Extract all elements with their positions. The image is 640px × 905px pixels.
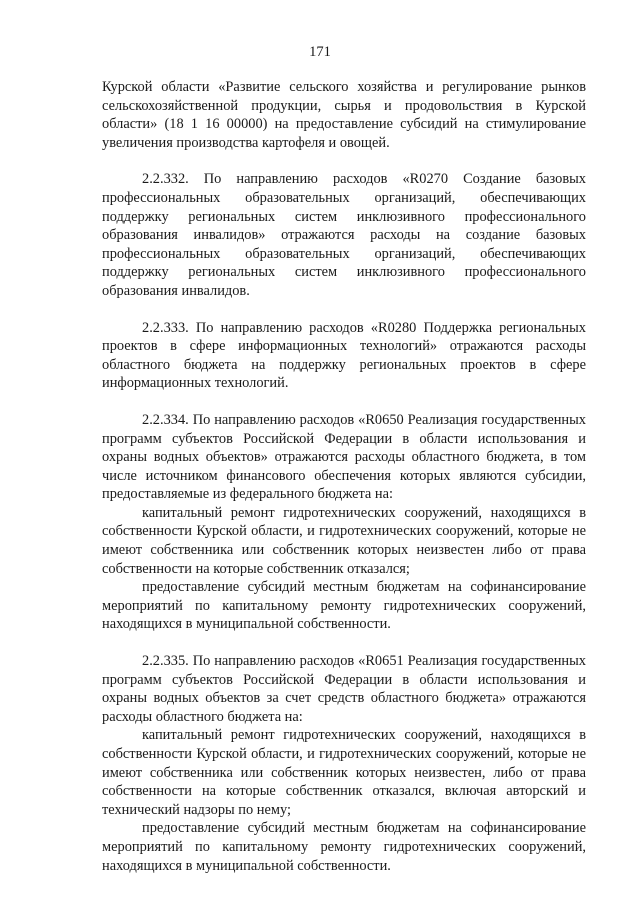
list-item-subsidies: предоставление субсидий местным бюджетам на софинансирование мероприятий по капитальному ремонту гидротехнических сооружений, находящихся в муниципальной собственности. [102,820,586,874]
paragraph-2-2-334: 2.2.334. По направлению расходов «R0650 Реализация государственных программ субъектов Российской Федерации в области использования и охраны водных объектов» отражаются расходы областного бюджета, в том числе источником финансового обеспечения которых являются субсидии, предоставляемые из федерального бюджета на: [102,411,586,503]
list-item-subsidies: предоставление субсидий местным бюджетам на софинансирование мероприятий по капитальному ремонту гидротехнических сооружений, находящихся в муниципальной собственности. [102,579,586,633]
page-number: 171 [309,44,331,60]
paragraph-2-2-332: 2.2.332. По направлению расходов «R0270 Создание базовых профессиональных образовательных организаций, обеспечивающих поддержку региональных систем инклюзивного профессионального образования инвалидов» отражаются расходы на создание базовых профессиональных образовательных организаций, обеспечивающих поддержку региональных систем инклюзивного профессионального образования инвалидов. [102,171,586,299]
paragraph-continuation: Курской области «Развитие сельского хозяйства и регулирование рынков сельскохозяйственной продукции, сырья и продовольствия в Курской области» (18 1 16 00000) на предоставление субсидий на стимулирование увеличения производства картофеля и овощей. [102,79,586,151]
list-item-capital-repair: капитальный ремонт гидротехнических сооружений, находящихся в собственности Курской области, и гидротехнических сооружений, которые не имеют собственника или собственник которых неизвестен либо от права собственности на которые собственник отказался; [102,504,586,577]
document-body [102,78,586,875]
paragraph-2-2-335: 2.2.335. По направлению расходов «R0651 Реализация государственных программ субъектов Российской Федерации в области использования и охраны водных объектов за счет средств областного бюджета» отражаются расходы областного бюджета на: [102,653,586,725]
paragraph-2-2-333: 2.2.333. По направлению расходов «R0280 Поддержка региональных проектов в сфере информационных технологий» отражаются расходы областного бюджета на поддержку региональных проектов в сфере информационных технологий. [102,319,586,392]
list-item-capital-repair: капитальный ремонт гидротехнических сооружений, находящихся в собственности Курской области, и гидротехнических сооружений, которые не имеют собственника или собственник которых неизвестен, либо от права собственности на которые собственник отказался, включая авторский и технический надзоры по нему; [102,727,586,818]
